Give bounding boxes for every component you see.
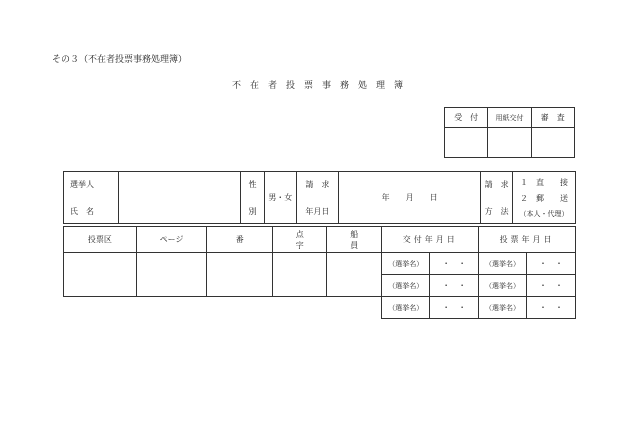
vote-election-name-1: （選挙名） [479, 253, 527, 275]
braille-header [273, 227, 327, 253]
vote-date-1[interactable]: ・ ・ [526, 253, 575, 275]
vote-date-2[interactable]: ・ ・ [526, 275, 575, 297]
vote-date-3[interactable]: ・ ・ [526, 297, 575, 319]
form-issue-header: 用紙交付 [488, 108, 531, 128]
applicant-table [63, 171, 576, 224]
method-option-proxy: （本人・代理） [519, 209, 569, 218]
request-method-label-line2: 方 法 [484, 206, 509, 216]
issue-election-name-2: （選挙名） [382, 275, 430, 297]
form-issue-stamp-cell[interactable] [488, 128, 531, 158]
issue-election-name-1: （選挙名） [382, 253, 430, 275]
issue-date-1[interactable]: ・ ・ [430, 253, 479, 275]
sex-label-line1: 性 [248, 179, 257, 189]
request-date-label-line1: 請 求 [305, 179, 330, 189]
issue-date-header: 交付年月日 [382, 227, 479, 253]
braille-header-line1: 点 [295, 229, 304, 239]
request-method-label [481, 172, 513, 224]
method-option-direct: １ 直 接 [520, 177, 569, 187]
sex-label [241, 172, 265, 224]
seafarer-field[interactable] [327, 253, 382, 297]
page-header: ページ [136, 227, 207, 253]
seafarer-header-line1: 船 [350, 229, 359, 239]
blank-area [64, 297, 382, 319]
number-field[interactable] [207, 253, 273, 297]
review-header: 審 査 [531, 108, 574, 128]
review-stamp-cell[interactable] [531, 128, 574, 158]
detail-table [63, 226, 576, 319]
seafarer-header [327, 227, 382, 253]
vote-date-header: 投票年月日 [479, 227, 576, 253]
request-method-label-line1: 請 求 [484, 179, 509, 189]
reception-header: 受 付 [445, 108, 488, 128]
seafarer-header-line2: 員 [350, 240, 359, 250]
district-header: 投票区 [64, 227, 137, 253]
voter-name-label-line2: 氏 名 [70, 206, 94, 216]
sex-value[interactable]: 男・女 [264, 172, 296, 224]
request-date-label-line2: 年月日 [305, 206, 330, 216]
request-date-label [296, 172, 338, 224]
sex-label-line2: 別 [248, 206, 257, 216]
voter-name-field[interactable] [118, 172, 241, 224]
issue-date-3[interactable]: ・ ・ [430, 297, 479, 319]
issue-date-2[interactable]: ・ ・ [430, 275, 479, 297]
request-method-options[interactable] [513, 172, 576, 224]
vote-election-name-3: （選挙名） [479, 297, 527, 319]
braille-field[interactable] [273, 253, 327, 297]
reception-stamp-cell[interactable] [445, 128, 488, 158]
district-field[interactable] [64, 253, 137, 297]
method-option-mail: ２ 郵 送 [520, 193, 569, 203]
page-field[interactable] [136, 253, 207, 297]
form-label: その３（不在者投票事務処理簿） [52, 55, 188, 65]
braille-header-line2: 字 [295, 240, 304, 250]
voter-name-label-line1: 選挙人 [70, 179, 94, 189]
voter-name-label [64, 172, 119, 224]
request-date-field[interactable]: 年 月 日 [339, 172, 481, 224]
vote-election-name-2: （選挙名） [479, 275, 527, 297]
page-title: 不在者投票事務処理簿 [232, 81, 413, 91]
approval-box [444, 107, 575, 158]
issue-election-name-3: （選挙名） [382, 297, 430, 319]
number-header: 番 [207, 227, 273, 253]
